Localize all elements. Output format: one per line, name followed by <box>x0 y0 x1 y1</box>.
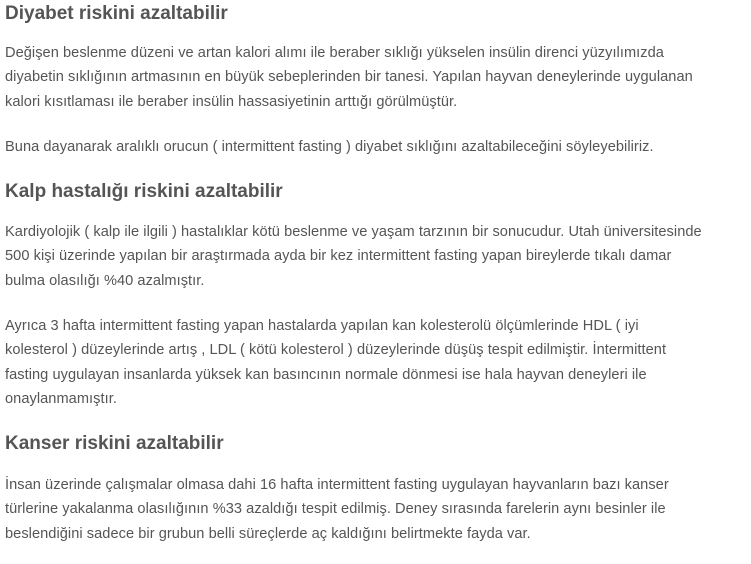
section-heading-diabetes: Diyabet riskini azaltabilir <box>5 3 228 24</box>
text-line: diyabetin sıklığının artmasının en büyük sebeplerinden bir tanesi. Yapılan hayvan deneylerinde uygulanan <box>5 69 693 85</box>
text-line: Değişen beslenme düzeni ve artan kalori alımı ile beraber sıklığı yükselen insülin direnci yüzyılımızda <box>5 45 664 61</box>
text-line: fasting uygulayan insanlarda yüksek kan basıncının normale dönmesi ise hala hayvan deneyleri ile <box>5 367 647 383</box>
section-heading-heart: Kalp hastalığı riskini azaltabilir <box>5 181 283 202</box>
text-line: Ayrıca 3 hafta intermittent fasting yapan hastalarda yapılan kan kolesterolü ölçümlerinde HDL ( iyi <box>5 318 639 334</box>
text-line: 500 kişi üzerinde yapılan bir araştırmada ayda bir kez intermittent fasting yapan bireylerde tıkalı damar <box>5 248 672 264</box>
text-line: Buna dayanarak aralıklı orucun ( intermittent fasting ) diyabet sıklığını azaltabileceğini söyleyebiliriz. <box>5 139 654 155</box>
section-heading-cancer: Kanser riskini azaltabilir <box>5 433 224 454</box>
text-line: türlerine yakalanma olasılığının %33 azaldığı tespit edilmiş. Deney sırasında farelerin aynı besinler ile <box>5 501 666 517</box>
text-line: onaylanmamıştır. <box>5 391 117 407</box>
text-line: İnsan üzerinde çalışmalar olmasa dahi 16 hafta intermittent fasting uygulayan hayvanların bazı kanser <box>5 477 669 493</box>
text-line: kolesterol ) düzeylerinde artış , LDL ( kötü kolesterol ) düzeylerinde düşüş tespit edilmiştir. İntermittent <box>5 342 667 358</box>
text-line: kalori kısıtlaması ile beraber insülin hassasiyetinin arttığı görülmüştür. <box>5 94 458 110</box>
text-line: Kardiyolojik ( kalp ile ilgili ) hastalıklar kötü beslenme ve yaşam tarzının bir sonucudur. Utah üniversitesinde <box>5 224 702 240</box>
text-line: bulma olasılığı %40 azalmıştır. <box>5 273 205 289</box>
text-line: beslendiğini sadece bir grubun belli süreçlerde aç kaldığını belirtmekte fayda var. <box>5 526 531 542</box>
